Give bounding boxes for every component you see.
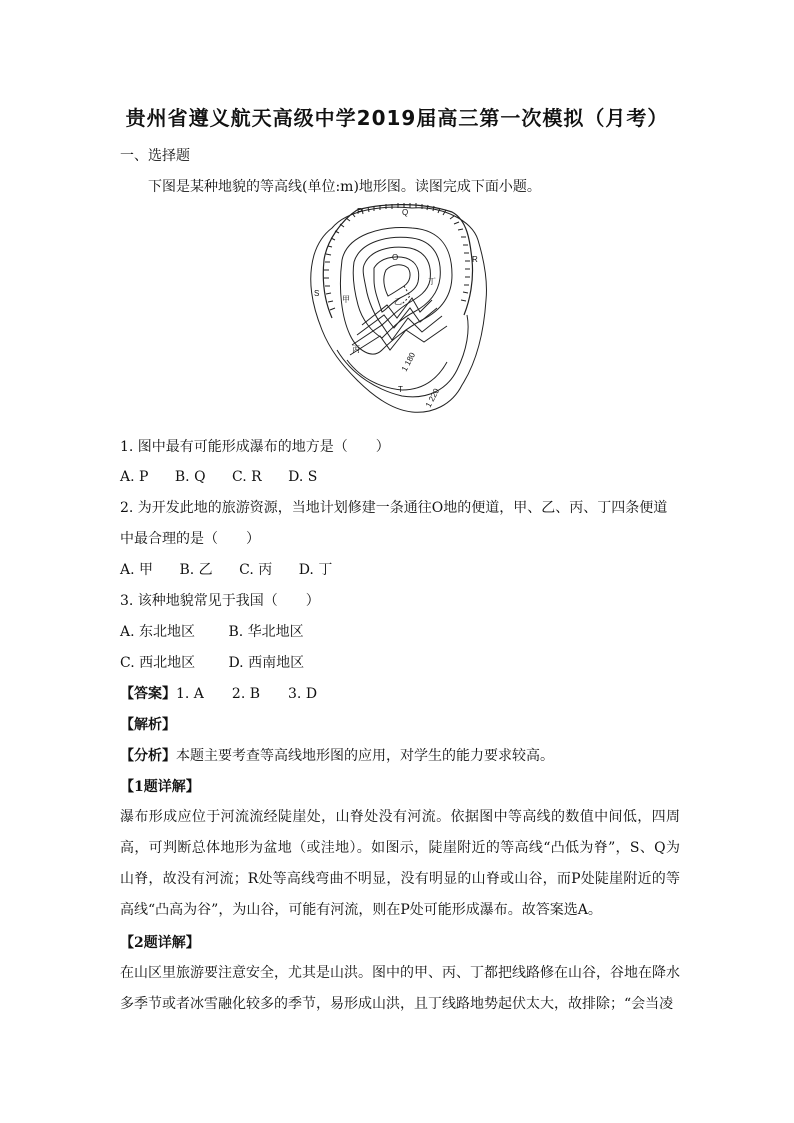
contour-6 — [384, 265, 410, 296]
analysis-intro — [120, 746, 554, 766]
cliff-line — [357, 205, 473, 315]
map-label-t: T — [398, 385, 403, 394]
option-d: D. 西南地区 — [228, 655, 305, 671]
question-2-stem-line1: 2. 为开发此地的旅游资源，当地计划修建一条通往O地的便道，甲、乙、丙、丁四条便道 — [120, 500, 668, 516]
detail-2-label: 【2题详解】 — [120, 935, 200, 951]
map-label-yi: 乙 — [394, 297, 402, 306]
question-3-options-row2 — [120, 653, 332, 673]
detail-2-text: 在山区里旅游要注意安全，尤其是山洪。图中的甲、丙、丁都把线路修在山谷，谷地在降水多季节或者冰雪融化较多的季节，易形成山洪，且丁线路地势起伏太大，故排除；“会当凌 — [120, 965, 680, 1012]
option-c: C. 丙 — [239, 562, 273, 578]
map-label-ding: 丁 — [428, 277, 436, 286]
question-2-stem-line2: 中最合理的是（ ） — [120, 531, 260, 547]
option-b: B. 乙 — [179, 562, 213, 578]
option-d: D. S — [288, 469, 318, 485]
option-c: C. R — [232, 469, 262, 485]
option-c: C. 西北地区 — [120, 655, 196, 671]
contour-label-1180: 1 180 — [399, 351, 418, 373]
answer-label: 【答案】 — [120, 686, 176, 702]
answer-line — [120, 684, 317, 704]
question-1-stem: 1. 图中最有可能形成瀑布的地方是（ ） — [120, 439, 390, 455]
analysis-label: 【解析】 — [120, 717, 176, 733]
map-label-o: O — [392, 253, 399, 262]
map-label-s: S — [314, 289, 320, 298]
answer-text: 1. A 2. B 3. D — [176, 686, 318, 702]
detail-1-label: 【1题详解】 — [120, 779, 200, 795]
section-heading: 一、选择题 — [120, 148, 190, 164]
detail-1-text: 瀑布形成应位于河流流经陡崖处，山脊处没有河流。依据图中等高线的数值中间低，四周高，可判断总体地形为盆地（或洼地）。如图示，陡崖附近的等高线“凸低为脊”，S、Q为山脊，故没有河流；R处等高线弯曲不明显，没有明显的山脊或山谷，而P处陡崖附近的等高线“凸高为谷”，为山谷，可能有河流，则在P处可能形成瀑布。故答案选A。 — [120, 809, 680, 918]
option-a: A. P — [120, 469, 149, 485]
question-intro: 下图是某种地貌的等高线(单位:m)地形图。读图完成下面小题。 — [148, 179, 541, 195]
option-b: B. Q — [174, 469, 206, 485]
question-2-options — [120, 560, 354, 580]
map-label-bing: 丙 — [352, 345, 360, 354]
question-1-options — [120, 467, 339, 487]
map-label-p: P — [357, 207, 363, 216]
analysis-intro-label: 【分析】 — [120, 748, 176, 764]
option-b: B. 华北地区 — [228, 624, 304, 640]
option-a: A. 东北地区 — [120, 624, 196, 640]
contour-map — [302, 200, 502, 416]
question-3-stem: 3. 该种地貌常见于我国（ ） — [120, 593, 320, 609]
option-a: A. 甲 — [120, 562, 154, 578]
map-label-r: R — [472, 255, 478, 264]
analysis-intro-text: 本题主要考查等高线地形图的应用，对学生的能力要求较高。 — [176, 748, 554, 764]
map-label-q: Q — [402, 208, 409, 217]
question-3-options-row1 — [120, 622, 332, 642]
option-d: D. 丁 — [298, 562, 333, 578]
contour-label-1220: 1 220 — [423, 387, 442, 409]
document-title: 贵州省遵义航天高级中学2019届高三第一次模拟（月考） — [125, 106, 669, 130]
map-label-jia: 甲 — [342, 295, 350, 304]
